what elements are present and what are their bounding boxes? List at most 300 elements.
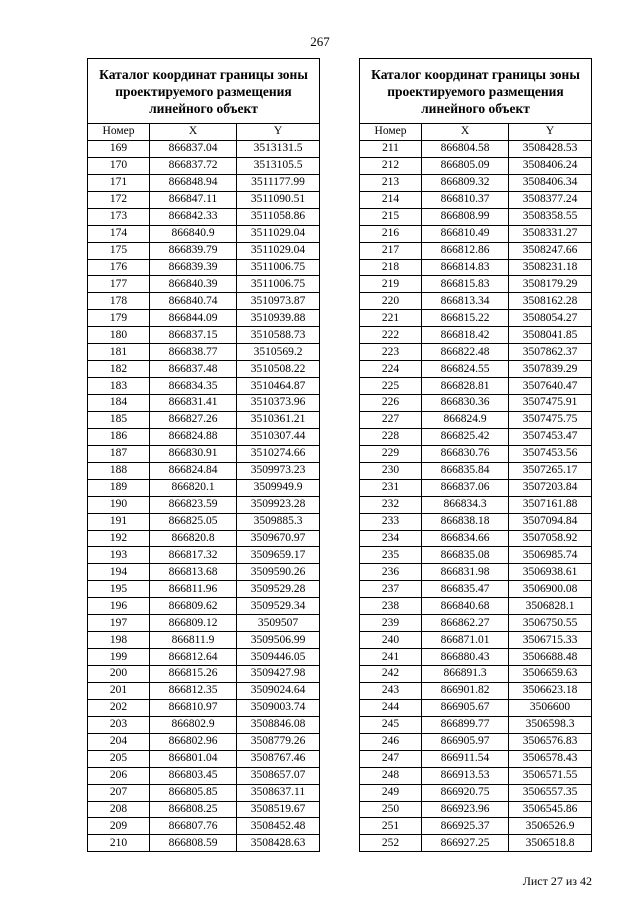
table-row bbox=[360, 395, 592, 412]
table-row bbox=[360, 462, 592, 479]
table-row bbox=[360, 479, 592, 496]
table-body bbox=[360, 140, 592, 851]
table-row bbox=[88, 276, 320, 293]
cell-y: 3508247.66 bbox=[509, 242, 592, 259]
cell-number: 189 bbox=[88, 479, 150, 496]
cell-number: 200 bbox=[88, 666, 150, 683]
cell-x: 866809.32 bbox=[422, 174, 509, 191]
cell-x: 866810.37 bbox=[422, 191, 509, 208]
cell-y: 3509923.28 bbox=[237, 496, 320, 513]
cell-number: 180 bbox=[88, 327, 150, 344]
cell-x: 866899.77 bbox=[422, 716, 509, 733]
cell-number: 192 bbox=[88, 530, 150, 547]
column-header-number: Номер bbox=[360, 124, 422, 141]
cell-number: 235 bbox=[360, 547, 422, 564]
cell-y: 3507265.17 bbox=[509, 462, 592, 479]
cell-y: 3508767.46 bbox=[237, 750, 320, 767]
cell-x: 866831.98 bbox=[422, 564, 509, 581]
cell-number: 232 bbox=[360, 496, 422, 513]
cell-x: 866923.96 bbox=[422, 801, 509, 818]
table-row bbox=[360, 225, 592, 242]
cell-y: 3506526.9 bbox=[509, 818, 592, 835]
cell-number: 218 bbox=[360, 259, 422, 276]
cell-y: 3506576.83 bbox=[509, 733, 592, 750]
cell-x: 866831.41 bbox=[150, 395, 237, 412]
cell-x: 866927.25 bbox=[422, 835, 509, 852]
cell-x: 866823.59 bbox=[150, 496, 237, 513]
cell-y: 3507475.75 bbox=[509, 411, 592, 428]
cell-y: 3508054.27 bbox=[509, 310, 592, 327]
cell-number: 203 bbox=[88, 716, 150, 733]
cell-x: 866830.36 bbox=[422, 395, 509, 412]
coordinate-table-left bbox=[87, 58, 320, 852]
cell-y: 3513131.5 bbox=[237, 140, 320, 157]
cell-x: 866815.26 bbox=[150, 666, 237, 683]
cell-y: 3509446.05 bbox=[237, 649, 320, 666]
cell-number: 226 bbox=[360, 395, 422, 412]
cell-number: 246 bbox=[360, 733, 422, 750]
sheet-footer: Лист 27 из 42 bbox=[522, 874, 592, 888]
cell-x: 866862.27 bbox=[422, 615, 509, 632]
cell-y: 3508428.53 bbox=[509, 140, 592, 157]
cell-x: 866810.97 bbox=[150, 699, 237, 716]
cell-y: 3506578.43 bbox=[509, 750, 592, 767]
cell-number: 239 bbox=[360, 615, 422, 632]
cell-x: 866814.83 bbox=[422, 259, 509, 276]
cell-x: 866802.96 bbox=[150, 733, 237, 750]
cell-y: 3509506.99 bbox=[237, 632, 320, 649]
cell-number: 233 bbox=[360, 513, 422, 530]
cell-y: 3506557.35 bbox=[509, 784, 592, 801]
cell-x: 866808.25 bbox=[150, 801, 237, 818]
cell-y: 3513105.5 bbox=[237, 157, 320, 174]
cell-x: 866913.53 bbox=[422, 767, 509, 784]
cell-x: 866801.04 bbox=[150, 750, 237, 767]
cell-x: 866825.05 bbox=[150, 513, 237, 530]
cell-y: 3508231.18 bbox=[509, 259, 592, 276]
table-row bbox=[360, 445, 592, 462]
table-row bbox=[360, 666, 592, 683]
cell-y: 3508041.85 bbox=[509, 327, 592, 344]
cell-y: 3511006.75 bbox=[237, 259, 320, 276]
cell-x: 866844.09 bbox=[150, 310, 237, 327]
table-row bbox=[88, 361, 320, 378]
cell-number: 241 bbox=[360, 649, 422, 666]
table-row bbox=[360, 547, 592, 564]
cell-y: 3511029.04 bbox=[237, 225, 320, 242]
table-row bbox=[360, 733, 592, 750]
table-row bbox=[360, 767, 592, 784]
column-header-y: Y bbox=[509, 124, 592, 141]
table-row bbox=[88, 191, 320, 208]
table-title: Каталог координат границы зоны проектируемого размещения линейного объект bbox=[88, 59, 320, 124]
cell-y: 3508637.11 bbox=[237, 784, 320, 801]
table-row bbox=[88, 598, 320, 615]
table-row bbox=[360, 835, 592, 852]
cell-number: 224 bbox=[360, 361, 422, 378]
cell-number: 219 bbox=[360, 276, 422, 293]
table-row bbox=[88, 445, 320, 462]
cell-number: 185 bbox=[88, 411, 150, 428]
cell-number: 183 bbox=[88, 378, 150, 395]
table-row bbox=[88, 801, 320, 818]
cell-y: 3508331.27 bbox=[509, 225, 592, 242]
table-row bbox=[360, 378, 592, 395]
cell-y: 3506938.61 bbox=[509, 564, 592, 581]
table-row bbox=[360, 699, 592, 716]
cell-x: 866824.9 bbox=[422, 411, 509, 428]
cell-number: 178 bbox=[88, 293, 150, 310]
cell-y: 3510307.44 bbox=[237, 428, 320, 445]
cell-x: 866822.48 bbox=[422, 344, 509, 361]
cell-number: 186 bbox=[88, 428, 150, 445]
cell-number: 199 bbox=[88, 649, 150, 666]
cell-x: 866811.9 bbox=[150, 632, 237, 649]
cell-x: 866805.85 bbox=[150, 784, 237, 801]
cell-y: 3509003.74 bbox=[237, 699, 320, 716]
table-row bbox=[88, 615, 320, 632]
cell-number: 202 bbox=[88, 699, 150, 716]
cell-x: 866839.79 bbox=[150, 242, 237, 259]
table-row bbox=[88, 835, 320, 852]
cell-y: 3509670.97 bbox=[237, 530, 320, 547]
cell-x: 866837.06 bbox=[422, 479, 509, 496]
cell-x: 866817.32 bbox=[150, 547, 237, 564]
table-row bbox=[88, 344, 320, 361]
table-row bbox=[88, 530, 320, 547]
cell-number: 216 bbox=[360, 225, 422, 242]
cell-y: 3510569.2 bbox=[237, 344, 320, 361]
cell-number: 214 bbox=[360, 191, 422, 208]
column-header-x: X bbox=[422, 124, 509, 141]
table-row bbox=[360, 327, 592, 344]
cell-y: 3509590.26 bbox=[237, 564, 320, 581]
table-row bbox=[360, 428, 592, 445]
cell-number: 169 bbox=[88, 140, 150, 157]
cell-x: 866839.39 bbox=[150, 259, 237, 276]
table-row bbox=[88, 140, 320, 157]
cell-x: 866840.39 bbox=[150, 276, 237, 293]
cell-y: 3511090.51 bbox=[237, 191, 320, 208]
cell-x: 866848.94 bbox=[150, 174, 237, 191]
cell-y: 3506750.55 bbox=[509, 615, 592, 632]
cell-x: 866824.55 bbox=[422, 361, 509, 378]
cell-y: 3506715.33 bbox=[509, 632, 592, 649]
cell-number: 182 bbox=[88, 361, 150, 378]
cell-x: 866838.77 bbox=[150, 344, 237, 361]
table-row bbox=[360, 649, 592, 666]
cell-number: 176 bbox=[88, 259, 150, 276]
cell-x: 866835.84 bbox=[422, 462, 509, 479]
cell-x: 866812.64 bbox=[150, 649, 237, 666]
cell-number: 209 bbox=[88, 818, 150, 835]
table-row bbox=[360, 242, 592, 259]
cell-number: 205 bbox=[88, 750, 150, 767]
cell-number: 171 bbox=[88, 174, 150, 191]
cell-x: 866905.97 bbox=[422, 733, 509, 750]
cell-x: 866834.3 bbox=[422, 496, 509, 513]
table-row bbox=[360, 411, 592, 428]
cell-number: 194 bbox=[88, 564, 150, 581]
cell-number: 243 bbox=[360, 682, 422, 699]
cell-number: 242 bbox=[360, 666, 422, 683]
cell-y: 3509529.28 bbox=[237, 581, 320, 598]
table-row bbox=[88, 327, 320, 344]
cell-number: 177 bbox=[88, 276, 150, 293]
cell-x: 866837.15 bbox=[150, 327, 237, 344]
cell-y: 3510508.22 bbox=[237, 361, 320, 378]
cell-y: 3506659.63 bbox=[509, 666, 592, 683]
cell-x: 866827.26 bbox=[150, 411, 237, 428]
cell-y: 3506900.08 bbox=[509, 581, 592, 598]
cell-y: 3509659.17 bbox=[237, 547, 320, 564]
cell-number: 225 bbox=[360, 378, 422, 395]
cell-x: 866838.18 bbox=[422, 513, 509, 530]
cell-x: 866824.88 bbox=[150, 428, 237, 445]
table-row bbox=[88, 378, 320, 395]
table-title: Каталог координат границы зоны проектируемого размещения линейного объект bbox=[360, 59, 592, 124]
cell-y: 3506985.74 bbox=[509, 547, 592, 564]
table-row bbox=[88, 411, 320, 428]
page-number: 267 bbox=[310, 34, 330, 49]
cell-y: 3511006.75 bbox=[237, 276, 320, 293]
cell-y: 3510361.21 bbox=[237, 411, 320, 428]
cell-y: 3507475.91 bbox=[509, 395, 592, 412]
cell-number: 173 bbox=[88, 208, 150, 225]
table-row bbox=[360, 208, 592, 225]
table-row bbox=[360, 259, 592, 276]
cell-x: 866901.82 bbox=[422, 682, 509, 699]
cell-y: 3510939.88 bbox=[237, 310, 320, 327]
cell-number: 212 bbox=[360, 157, 422, 174]
table-row bbox=[360, 276, 592, 293]
table-row bbox=[360, 682, 592, 699]
cell-y: 3511058.86 bbox=[237, 208, 320, 225]
table-row bbox=[360, 784, 592, 801]
table-row bbox=[360, 293, 592, 310]
table-row bbox=[360, 750, 592, 767]
table-row bbox=[360, 632, 592, 649]
cell-number: 238 bbox=[360, 598, 422, 615]
cell-x: 866840.9 bbox=[150, 225, 237, 242]
cell-y: 3506518.8 bbox=[509, 835, 592, 852]
cell-x: 866808.99 bbox=[422, 208, 509, 225]
cell-x: 866820.1 bbox=[150, 479, 237, 496]
table-row bbox=[360, 513, 592, 530]
cell-x: 866812.35 bbox=[150, 682, 237, 699]
table-row bbox=[88, 666, 320, 683]
table-row bbox=[88, 564, 320, 581]
cell-number: 217 bbox=[360, 242, 422, 259]
cell-number: 236 bbox=[360, 564, 422, 581]
table-row bbox=[88, 225, 320, 242]
cell-y: 3510373.96 bbox=[237, 395, 320, 412]
cell-number: 206 bbox=[88, 767, 150, 784]
cell-number: 220 bbox=[360, 293, 422, 310]
cell-x: 866880.43 bbox=[422, 649, 509, 666]
cell-number: 191 bbox=[88, 513, 150, 530]
cell-y: 3507640.47 bbox=[509, 378, 592, 395]
cell-number: 172 bbox=[88, 191, 150, 208]
table-row bbox=[88, 818, 320, 835]
cell-y: 3506600 bbox=[509, 699, 592, 716]
table-row bbox=[88, 649, 320, 666]
table-row bbox=[360, 716, 592, 733]
cell-x: 866825.42 bbox=[422, 428, 509, 445]
cell-number: 228 bbox=[360, 428, 422, 445]
cell-x: 866809.12 bbox=[150, 615, 237, 632]
cell-number: 247 bbox=[360, 750, 422, 767]
cell-x: 866840.68 bbox=[422, 598, 509, 615]
cell-number: 227 bbox=[360, 411, 422, 428]
cell-x: 866925.37 bbox=[422, 818, 509, 835]
column-header-x: X bbox=[150, 124, 237, 141]
cell-number: 181 bbox=[88, 344, 150, 361]
cell-y: 3506688.48 bbox=[509, 649, 592, 666]
cell-number: 229 bbox=[360, 445, 422, 462]
cell-x: 866813.34 bbox=[422, 293, 509, 310]
cell-y: 3508358.55 bbox=[509, 208, 592, 225]
cell-number: 245 bbox=[360, 716, 422, 733]
cell-y: 3510274.66 bbox=[237, 445, 320, 462]
cell-number: 222 bbox=[360, 327, 422, 344]
cell-number: 252 bbox=[360, 835, 422, 852]
cell-y: 3510464.87 bbox=[237, 378, 320, 395]
cell-number: 197 bbox=[88, 615, 150, 632]
cell-y: 3511029.04 bbox=[237, 242, 320, 259]
cell-x: 866812.86 bbox=[422, 242, 509, 259]
cell-number: 215 bbox=[360, 208, 422, 225]
cell-x: 866847.11 bbox=[150, 191, 237, 208]
cell-number: 234 bbox=[360, 530, 422, 547]
cell-number: 231 bbox=[360, 479, 422, 496]
cell-number: 240 bbox=[360, 632, 422, 649]
cell-number: 249 bbox=[360, 784, 422, 801]
table-body bbox=[88, 140, 320, 851]
table-row bbox=[88, 716, 320, 733]
cell-number: 210 bbox=[88, 835, 150, 852]
table-row bbox=[88, 395, 320, 412]
cell-number: 250 bbox=[360, 801, 422, 818]
table-row bbox=[88, 750, 320, 767]
cell-y: 3507453.56 bbox=[509, 445, 592, 462]
cell-x: 866809.62 bbox=[150, 598, 237, 615]
table-row bbox=[88, 784, 320, 801]
table-row bbox=[88, 174, 320, 191]
cell-x: 866920.75 bbox=[422, 784, 509, 801]
cell-y: 3507161.88 bbox=[509, 496, 592, 513]
cell-y: 3507203.84 bbox=[509, 479, 592, 496]
cell-x: 866834.66 bbox=[422, 530, 509, 547]
cell-y: 3506571.55 bbox=[509, 767, 592, 784]
table-row bbox=[360, 361, 592, 378]
cell-x: 866837.72 bbox=[150, 157, 237, 174]
cell-y: 3510973.87 bbox=[237, 293, 320, 310]
cell-number: 223 bbox=[360, 344, 422, 361]
cell-y: 3506598.3 bbox=[509, 716, 592, 733]
cell-number: 174 bbox=[88, 225, 150, 242]
table-row bbox=[360, 581, 592, 598]
cell-number: 170 bbox=[88, 157, 150, 174]
cell-y: 3507862.37 bbox=[509, 344, 592, 361]
cell-x: 866842.33 bbox=[150, 208, 237, 225]
cell-x: 866830.91 bbox=[150, 445, 237, 462]
cell-number: 175 bbox=[88, 242, 150, 259]
cell-number: 201 bbox=[88, 682, 150, 699]
cell-x: 866871.01 bbox=[422, 632, 509, 649]
cell-y: 3508452.48 bbox=[237, 818, 320, 835]
cell-y: 3509024.64 bbox=[237, 682, 320, 699]
cell-x: 866834.35 bbox=[150, 378, 237, 395]
cell-number: 187 bbox=[88, 445, 150, 462]
cell-x: 866835.08 bbox=[422, 547, 509, 564]
table-row bbox=[88, 699, 320, 716]
cell-x: 866804.58 bbox=[422, 140, 509, 157]
table-row bbox=[360, 174, 592, 191]
cell-y: 3506623.18 bbox=[509, 682, 592, 699]
cell-y: 3506828.1 bbox=[509, 598, 592, 615]
table-row bbox=[88, 208, 320, 225]
cell-y: 3508162.28 bbox=[509, 293, 592, 310]
cell-x: 866830.76 bbox=[422, 445, 509, 462]
cell-number: 244 bbox=[360, 699, 422, 716]
cell-y: 3507839.29 bbox=[509, 361, 592, 378]
table-row bbox=[88, 462, 320, 479]
cell-y: 3507058.92 bbox=[509, 530, 592, 547]
cell-number: 188 bbox=[88, 462, 150, 479]
cell-y: 3509507 bbox=[237, 615, 320, 632]
column-header-y: Y bbox=[237, 124, 320, 141]
cell-number: 198 bbox=[88, 632, 150, 649]
cell-number: 221 bbox=[360, 310, 422, 327]
cell-x: 866911.54 bbox=[422, 750, 509, 767]
cell-number: 208 bbox=[88, 801, 150, 818]
cell-number: 248 bbox=[360, 767, 422, 784]
table-row bbox=[360, 564, 592, 581]
cell-x: 866840.74 bbox=[150, 293, 237, 310]
cell-x: 866815.83 bbox=[422, 276, 509, 293]
cell-number: 179 bbox=[88, 310, 150, 327]
table-row bbox=[360, 310, 592, 327]
cell-x: 866813.68 bbox=[150, 564, 237, 581]
table-row bbox=[360, 140, 592, 157]
cell-x: 866811.96 bbox=[150, 581, 237, 598]
cell-x: 866828.81 bbox=[422, 378, 509, 395]
cell-number: 184 bbox=[88, 395, 150, 412]
table-row bbox=[360, 157, 592, 174]
cell-number: 204 bbox=[88, 733, 150, 750]
table-row bbox=[360, 801, 592, 818]
cell-x: 866810.49 bbox=[422, 225, 509, 242]
table-row bbox=[360, 191, 592, 208]
cell-y: 3509949.9 bbox=[237, 479, 320, 496]
cell-x: 866805.09 bbox=[422, 157, 509, 174]
cell-y: 3507094.84 bbox=[509, 513, 592, 530]
cell-x: 866803.45 bbox=[150, 767, 237, 784]
table-row bbox=[88, 513, 320, 530]
cell-x: 866807.76 bbox=[150, 818, 237, 835]
table-row bbox=[88, 293, 320, 310]
cell-y: 3506545.86 bbox=[509, 801, 592, 818]
cell-y: 3508428.63 bbox=[237, 835, 320, 852]
table-row bbox=[360, 598, 592, 615]
cell-number: 237 bbox=[360, 581, 422, 598]
cell-number: 196 bbox=[88, 598, 150, 615]
cell-y: 3511177.99 bbox=[237, 174, 320, 191]
cell-number: 207 bbox=[88, 784, 150, 801]
cell-number: 213 bbox=[360, 174, 422, 191]
table-row bbox=[88, 733, 320, 750]
